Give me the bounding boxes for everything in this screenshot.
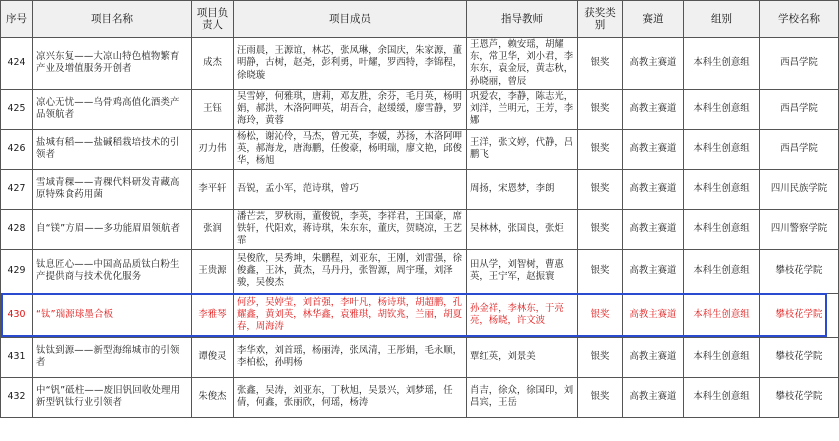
cell-school: 攀枝花学院 <box>760 293 839 337</box>
table-row <box>1 293 839 337</box>
table-row <box>1 129 839 169</box>
cell-group: 本科生创意组 <box>684 38 760 90</box>
cell-teachers: 吴林林，张国良，张炬 <box>467 209 578 249</box>
cell-project-name: 盐城有稻——盐碱稻栽培技术的引领者 <box>33 129 192 169</box>
cell-no: 431 <box>1 337 33 377</box>
cell-track: 高教主赛道 <box>623 38 684 90</box>
cell-teachers: 王洋，张文婷，代静，吕鹏飞 <box>467 129 578 169</box>
cell-leader: 成杰 <box>192 38 234 90</box>
table-row <box>1 38 839 90</box>
cell-teachers: 孙金祥，李林东，于亮亮，杨晓，许文波 <box>467 293 578 337</box>
cell-teachers: 周扬，宋恩梦，李朗 <box>467 169 578 209</box>
cell-group: 本科生创意组 <box>684 129 760 169</box>
cell-leader: 李平轩 <box>192 169 234 209</box>
cell-leader: 谭俊灵 <box>192 337 234 377</box>
header-members: 项目成员 <box>234 1 467 38</box>
cell-no: 427 <box>1 169 33 209</box>
cell-members: 张鑫，吴涛，刘亚东，丁秋旭，吴景兴，刘梦瑶，任倩，何鑫，张丽欣，何瑶，杨涛 <box>234 377 467 417</box>
cell-track: 高教主赛道 <box>623 89 684 129</box>
header-name: 项目名称 <box>33 1 192 38</box>
cell-leader: 张润 <box>192 209 234 249</box>
cell-award: 银奖 <box>578 249 623 293</box>
cell-no: 426 <box>1 129 33 169</box>
cell-no: 429 <box>1 249 33 293</box>
header-track: 赛道 <box>623 1 684 38</box>
header-teachers: 指导教师 <box>467 1 578 38</box>
cell-no: 430 <box>1 293 33 337</box>
table-row <box>1 377 839 417</box>
cell-leader: 刃力伟 <box>192 129 234 169</box>
cell-members: 吴雪婷，何雅琪，唐莉，邓友胜，余芬，毛月英，杨明娟，郝洪，木洛阿呷英，胡吾合，赵缓缓，廖雪静，罗海玲，黄蓉 <box>234 89 467 129</box>
cell-teachers: 王恩芦，赖安瑶，胡耀东，常卫华，刘小君，李东东，袁金辰，黄志秋，孙晓丽，曾辰 <box>467 38 578 90</box>
cell-members: 吾锐，孟小军，范诗琪，曾巧 <box>234 169 467 209</box>
cell-track: 高教主赛道 <box>623 293 684 337</box>
cell-track: 高教主赛道 <box>623 169 684 209</box>
table-row <box>1 209 839 249</box>
cell-award: 银奖 <box>578 209 623 249</box>
cell-track: 高教主赛道 <box>623 249 684 293</box>
cell-group: 本科生创意组 <box>684 377 760 417</box>
cell-school: 攀枝花学院 <box>760 337 839 377</box>
cell-project-name: 钛钛到源——新型海绵城市的引领者 <box>33 337 192 377</box>
cell-group: 本科生创意组 <box>684 169 760 209</box>
cell-award: 银奖 <box>578 377 623 417</box>
cell-school: 攀枝花学院 <box>760 249 839 293</box>
cell-award: 银奖 <box>578 38 623 90</box>
cell-members: 潘芒芸，罗秋雨，董俊锐，李英，李祥君，王国豪，席铁轩，代阳欢，蒋诗琪，朱东东，董庆，贺晓凉，王艺霏 <box>234 209 467 249</box>
table-row <box>1 169 839 209</box>
cell-school: 西昌学院 <box>760 129 839 169</box>
cell-school: 西昌学院 <box>760 89 839 129</box>
cell-group: 本科生创意组 <box>684 337 760 377</box>
cell-award: 银奖 <box>578 293 623 337</box>
cell-award: 银奖 <box>578 169 623 209</box>
cell-project-name: 钛息匠心——中国高品质钛白粉生产提供商与技术优化服务 <box>33 249 192 293</box>
cell-teachers: 田从学，刘智树，曹惠英，王宁军，赵振寰 <box>467 249 578 293</box>
cell-project-name: “钛”瑞源球墨合板 <box>33 293 192 337</box>
cell-members: 吴俊欣，吴秀坤，朱鹏程，刘亚东，王刚，刘雷强，徐俊鑫，王沐，黄杰，马丹丹，张智源，周宇瑾，刘泽骏，吴俊杰 <box>234 249 467 293</box>
cell-teachers: 肖吉，徐众，徐国印，刘昌宾，王岳 <box>467 377 578 417</box>
header-row <box>1 1 839 38</box>
cell-leader: 李雅琴 <box>192 293 234 337</box>
cell-teachers: 巩爱农，李静，陈志光，刘洋，兰明元，王芳，李娜 <box>467 89 578 129</box>
cell-track: 高教主赛道 <box>623 377 684 417</box>
cell-school: 四川警察学院 <box>760 209 839 249</box>
cell-group: 本科生创意组 <box>684 209 760 249</box>
cell-leader: 王贵源 <box>192 249 234 293</box>
cell-group: 本科生创意组 <box>684 89 760 129</box>
header-group: 组别 <box>684 1 760 38</box>
table-row <box>1 249 839 293</box>
cell-project-name: 自“镁”方眉——多功能眉眉领航者 <box>33 209 192 249</box>
cell-award: 银奖 <box>578 337 623 377</box>
cell-school: 四川民族学院 <box>760 169 839 209</box>
cell-group: 本科生创意组 <box>684 249 760 293</box>
cell-no: 424 <box>1 38 33 90</box>
cell-members: 何莎，吴婷莹，刘首强，李叶凡，杨诗琪，胡超鹏，孔耀鑫，黄刘英，林华鑫，袁雅琪，胡钦兆，兰丽，胡夏春，周海涛 <box>234 293 467 337</box>
header-leader: 项目负责人 <box>192 1 234 38</box>
header-no: 序号 <box>1 1 33 38</box>
cell-project-name: 雪域青稞——青稞代料研发青藏高原特殊食药用菌 <box>33 169 192 209</box>
cell-award: 银奖 <box>578 89 623 129</box>
cell-award: 银奖 <box>578 129 623 169</box>
cell-members: 汪雨晨，王源谊，林芯，张凤琳，余国庆，朱家源，董明静，古树，赵尧，彭利勇，叶耀，罗西特，李锦程，徐晓璇 <box>234 38 467 90</box>
cell-no: 432 <box>1 377 33 417</box>
cell-school: 西昌学院 <box>760 38 839 90</box>
header-school: 学校名称 <box>760 1 839 38</box>
cell-leader: 朱俊杰 <box>192 377 234 417</box>
cell-leader: 王钰 <box>192 89 234 129</box>
cell-school: 攀枝花学院 <box>760 377 839 417</box>
cell-track: 高教主赛道 <box>623 129 684 169</box>
table-row <box>1 337 839 377</box>
cell-members: 杨松，谢沁伶，马杰，曾元英，李媛，苏扬，木洛阿呷英，郝海龙，唐海鹏，任俊豪，杨明瑞，廖文艳，邱俊华，杨旭 <box>234 129 467 169</box>
table-row <box>1 89 839 129</box>
cell-project-name: 凉心无忧——乌骨鸡高值化酒类产品领航者 <box>33 89 192 129</box>
cell-project-name: 凉兴东复——大凉山特色植物繁育产业及增值服务开创者 <box>33 38 192 90</box>
cell-no: 428 <box>1 209 33 249</box>
cell-track: 高教主赛道 <box>623 209 684 249</box>
cell-project-name: 中“钒”砥柱——废旧钒回收处理用新型钒钛行业引领者 <box>33 377 192 417</box>
cell-teachers: 覃红英，刘景美 <box>467 337 578 377</box>
cell-track: 高教主赛道 <box>623 337 684 377</box>
header-award: 获奖类别 <box>578 1 623 38</box>
cell-no: 425 <box>1 89 33 129</box>
cell-members: 李华欢，刘首瑶，杨丽涛，张凤清，王彤娟，毛永顺，李柏松，孙明杨 <box>234 337 467 377</box>
cell-group: 本科生创意组 <box>684 293 760 337</box>
